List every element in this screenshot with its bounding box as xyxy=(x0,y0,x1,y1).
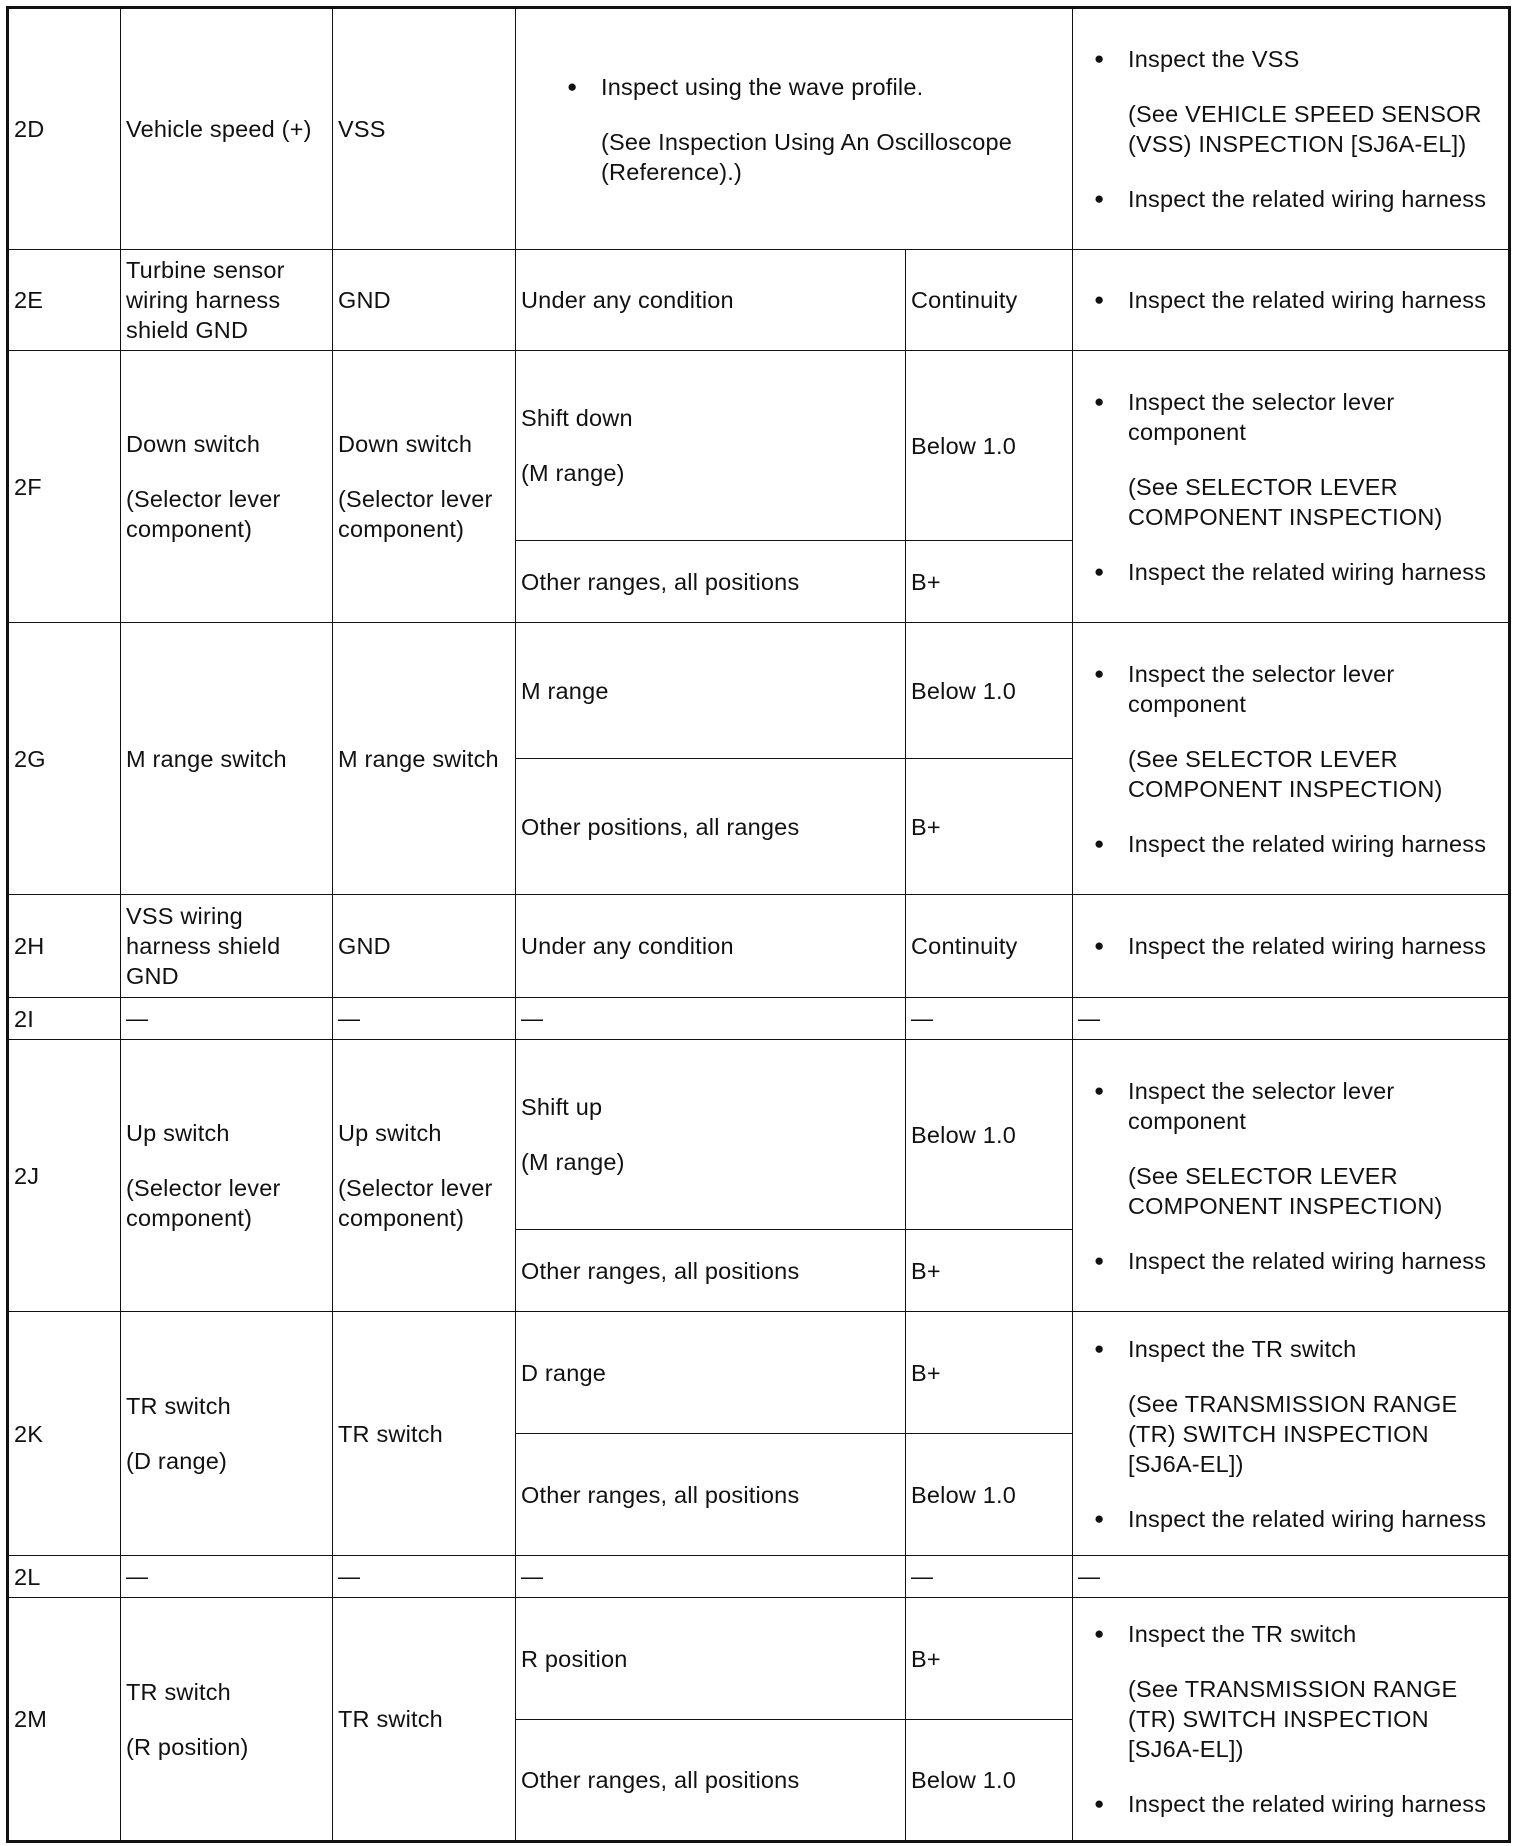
action-item: ● Inspect the TR switch xyxy=(1128,1619,1503,1649)
condition-cell: Other ranges, all positions xyxy=(516,1434,906,1556)
table-row-2d xyxy=(8,8,1510,250)
signal-cell xyxy=(121,1040,333,1312)
signal-note: (Selector lever component) xyxy=(126,486,281,542)
value-cell: Continuity xyxy=(906,250,1073,351)
signal-cell xyxy=(121,351,333,623)
value-cell: B+ xyxy=(906,759,1073,895)
action-item: ● Inspect the related wiring harness xyxy=(1128,285,1503,315)
action-item: ● Inspect the VSS xyxy=(1128,44,1503,74)
terminal-cell: 2K xyxy=(8,1312,121,1556)
value-cell: Below 1.0 xyxy=(906,351,1073,541)
signal-cell: Turbine sensor wiring harness shield GND xyxy=(121,250,333,351)
action-item: ● Inspect the related wiring harness xyxy=(1128,1504,1503,1534)
table-row-2e xyxy=(8,250,1510,351)
terminal-cell: 2L xyxy=(8,1556,121,1598)
condition-note: (M range) xyxy=(521,1149,625,1175)
action-item: ● Inspect the related wiring harness xyxy=(1128,1246,1503,1276)
connected-to-cell xyxy=(333,1040,516,1312)
table-row-2j xyxy=(8,1040,1510,1230)
condition-cell: Under any condition xyxy=(516,895,906,998)
condition-cell: Other positions, all ranges xyxy=(516,759,906,895)
terminal-cell: 2H xyxy=(8,895,121,998)
condition-cell xyxy=(516,1040,906,1230)
signal-cell: Vehicle speed (+) xyxy=(121,8,333,250)
condition-cell: D range xyxy=(516,1312,906,1434)
condition-text: Shift down xyxy=(521,405,633,431)
action-cell xyxy=(1073,351,1510,623)
condition-cell: Under any condition xyxy=(516,250,906,351)
condition-cell: — xyxy=(516,998,906,1040)
value-cell: Below 1.0 xyxy=(906,1040,1073,1230)
connected-note: (Selector lever component) xyxy=(338,1175,493,1231)
signal-name: Down switch xyxy=(126,431,261,457)
action-item: ● Inspect the selector lever component xyxy=(1128,1076,1503,1136)
connected-to-cell: VSS xyxy=(333,8,516,250)
signal-name: TR switch xyxy=(126,1678,231,1705)
condition-cell xyxy=(516,8,1073,250)
action-item: ● Inspect the related wiring harness xyxy=(1128,829,1503,859)
connected-to-cell xyxy=(333,351,516,623)
action-reference: (See SELECTOR LEVER COMPONENT INSPECTION) xyxy=(1128,1162,1443,1219)
signal-cell: M range switch xyxy=(121,623,333,895)
signal-name: Up switch xyxy=(126,1120,230,1146)
terminal-inspection-table-page xyxy=(6,6,1508,1843)
action-cell xyxy=(1073,1040,1510,1312)
value-cell: B+ xyxy=(906,1230,1073,1312)
signal-cell: — xyxy=(121,1556,333,1598)
table-row-2f xyxy=(8,351,1510,541)
signal-name: TR switch xyxy=(126,1393,231,1419)
action-item: ● Inspect the selector lever component xyxy=(1128,659,1503,719)
action-item: ● Inspect the TR switch xyxy=(1128,1334,1503,1364)
action-item: ● Inspect the related wiring harness xyxy=(1128,931,1503,961)
connected-to-cell: GND xyxy=(333,250,516,351)
signal-note: (Selector lever component) xyxy=(126,1175,281,1231)
value-cell: B+ xyxy=(906,1598,1073,1720)
terminal-cell: 2G xyxy=(8,623,121,895)
action-cell xyxy=(1073,1312,1510,1556)
signal-cell: VSS wiring harness shield GND xyxy=(121,895,333,998)
table-row-2l xyxy=(8,1556,1510,1598)
value-cell: B+ xyxy=(906,541,1073,623)
terminal-cell: 2M xyxy=(8,1598,121,1842)
table-row-2k xyxy=(8,1312,1510,1434)
signal-cell: — xyxy=(121,998,333,1040)
connected-to-cell: — xyxy=(333,998,516,1040)
terminal-cell: 2I xyxy=(8,998,121,1040)
condition-cell: Other ranges, all positions xyxy=(516,541,906,623)
table-row-2m xyxy=(8,1598,1510,1720)
terminal-cell: 2D xyxy=(8,8,121,250)
signal-cell xyxy=(121,1312,333,1556)
condition-text: Shift up xyxy=(521,1094,603,1120)
action-reference: (See SELECTOR LEVER COMPONENT INSPECTION) xyxy=(1128,473,1443,530)
action-reference: (See SELECTOR LEVER COMPONENT INSPECTION) xyxy=(1128,745,1443,802)
action-cell xyxy=(1073,250,1510,351)
terminal-cell: 2F xyxy=(8,351,121,623)
signal-note: (D range) xyxy=(126,1448,228,1474)
action-item: ● Inspect the related wiring harness xyxy=(1128,557,1503,587)
value-cell: Below 1.0 xyxy=(906,1720,1073,1842)
condition-cell: — xyxy=(516,1556,906,1598)
action-cell xyxy=(1073,623,1510,895)
condition-cell: Other ranges, all positions xyxy=(516,1230,906,1312)
connected-name: Down switch xyxy=(338,431,473,457)
connected-to-cell: — xyxy=(333,1556,516,1598)
table-row-2h xyxy=(8,895,1510,998)
value-cell: B+ xyxy=(906,1312,1073,1434)
value-cell: Below 1.0 xyxy=(906,623,1073,759)
action-cell: — xyxy=(1073,1556,1510,1598)
condition-cell: R position xyxy=(516,1598,906,1720)
connected-to-cell: M range switch xyxy=(333,623,516,895)
value-cell: Continuity xyxy=(906,895,1073,998)
connected-note: (Selector lever component) xyxy=(338,486,493,542)
connected-to-cell: GND xyxy=(333,895,516,998)
action-cell xyxy=(1073,8,1510,250)
table-row-2g xyxy=(8,623,1510,759)
action-reference: (See TRANSMISSION RANGE (TR) SWITCH INSPECTION [SJ6A-EL]) xyxy=(1128,1676,1458,1762)
connected-name: Up switch xyxy=(338,1120,442,1146)
terminal-cell: 2E xyxy=(8,250,121,351)
terminal-cell: 2J xyxy=(8,1040,121,1312)
condition-cell xyxy=(516,351,906,541)
connected-to-cell: TR switch xyxy=(333,1598,516,1842)
condition-cell: M range xyxy=(516,623,906,759)
action-item: ● Inspect the selector lever component xyxy=(1128,387,1503,447)
action-cell xyxy=(1073,1598,1510,1842)
condition-note: (M range) xyxy=(521,460,625,486)
value-cell: — xyxy=(906,1556,1073,1598)
value-cell: Below 1.0 xyxy=(906,1434,1073,1556)
signal-cell xyxy=(121,1598,333,1842)
action-reference: (See VEHICLE SPEED SENSOR (VSS) INSPECTION [SJ6A-EL]) xyxy=(1128,101,1482,157)
condition-reference: (See Inspection Using An Oscilloscope (Reference).) xyxy=(601,128,1013,185)
table-row-2i xyxy=(8,998,1510,1040)
terminal-inspection-table xyxy=(6,6,1511,1843)
action-cell: — xyxy=(1073,998,1510,1040)
connected-to-cell: TR switch xyxy=(333,1312,516,1556)
action-cell xyxy=(1073,895,1510,998)
condition-bullet: ● Inspect using the wave profile. xyxy=(601,72,1067,102)
action-reference: (See TRANSMISSION RANGE (TR) SWITCH INSPECTION [SJ6A-EL]) xyxy=(1128,1390,1458,1477)
action-item: ● Inspect the related wiring harness xyxy=(1128,1789,1503,1819)
signal-note: (R position) xyxy=(126,1733,249,1760)
action-item: ● Inspect the related wiring harness xyxy=(1128,184,1503,214)
condition-cell: Other ranges, all positions xyxy=(516,1720,906,1842)
value-cell: — xyxy=(906,998,1073,1040)
